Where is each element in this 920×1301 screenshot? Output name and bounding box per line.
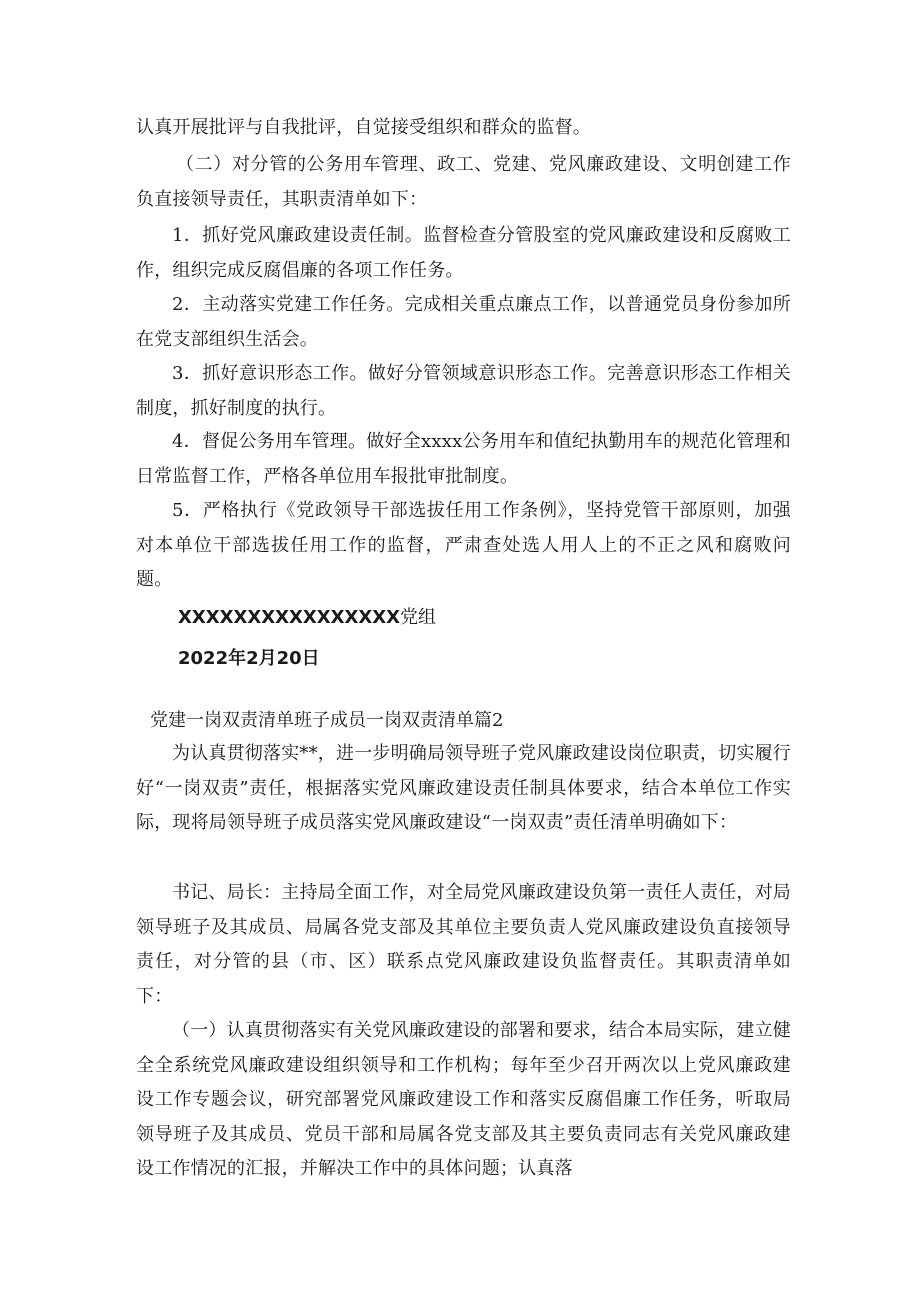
paragraph-section-two-preface: 为认真贯彻落实**，进一步明确局领导班子党风廉政建设岗位职责，切实履行好“一岗双责”责任，根据落实党风廉政建设责任制具体要求，结合本单位工作实际，现将局领导班子成员落实党风廉政建设“一岗双责”责任清单明确如下： xyxy=(136,743,791,833)
paragraph-item-5: 5．严格执行《党政领导干部选拔任用工作条例》，坚持党管干部原则，加强对本单位干部选拔任用工作的监督，严肃查处选人用人上的不正之风和腐败问题。 xyxy=(136,500,791,590)
signature-org-suffix: 党组 xyxy=(400,607,437,628)
signature-org-code: XXXXXXXXXXXXXXXX xyxy=(178,607,401,628)
signature-organization xyxy=(178,601,436,635)
paragraph-section-two-intro: （二）对分管的公务用车管理、政工、党建、党风廉政建设、文明创建工作负直接领导责任，其职责清单如下： xyxy=(136,154,791,210)
paragraph-secretary-duties: 书记、局长：主持局全面工作，对全局党风廉政建设负第一责任人责任，对局领导班子及其成员、局属各党支部及其单位主要负责人党风廉政建设负直接领导责任，对分管的县（市、区）联系点党风廉政建设负监督责任。其职责清单如下： xyxy=(136,882,791,1007)
signature-date: 2022年2月20日 xyxy=(178,648,320,669)
paragraph-duty-one: （一）认真贯彻落实有关党风廉政建设的部署和要求，结合本局实际，建立健全全系统党风廉政建设组织领导和工作机构；每年至少召开两次以上党风廉政建设工作专题会议，研究部署党风廉政建设工作和落实反腐倡廉工作任务，听取局领导班子及其成员、党员干部和局属各党支部及其主要负责同志有关党风廉政建设工作情况的汇报，并解决工作中的具体问题；认真落 xyxy=(136,1020,791,1179)
paragraph-item-3: 3．抓好意识形态工作。做好分管领域意识形态工作。完善意识形态工作相关制度，抓好制度的执行。 xyxy=(136,363,791,419)
paragraph-criticism: 认真开展批评与自我批评，自觉接受组织和群众的监督。 xyxy=(136,117,591,138)
paragraph-item-4: 4．督促公务用车管理。做好全xxxx公务用车和值纪执勤用车的规范化管理和日常监督工作，严格各单位用车报批审批制度。 xyxy=(136,431,791,487)
paragraph-item-2: 2．主动落实党建工作任务。完成相关重点廉点工作，以普通党员身份参加所在党支部组织生活会。 xyxy=(136,294,791,350)
section-two-title: 党建一岗双责清单班子成员一岗双责清单篇2 xyxy=(150,710,504,731)
paragraph-item-1: 1．抓好党风廉政建设责任制。监督检查分管股室的党风廉政建设和反腐败工作，组织完成反腐倡廉的各项工作任务。 xyxy=(136,225,791,281)
